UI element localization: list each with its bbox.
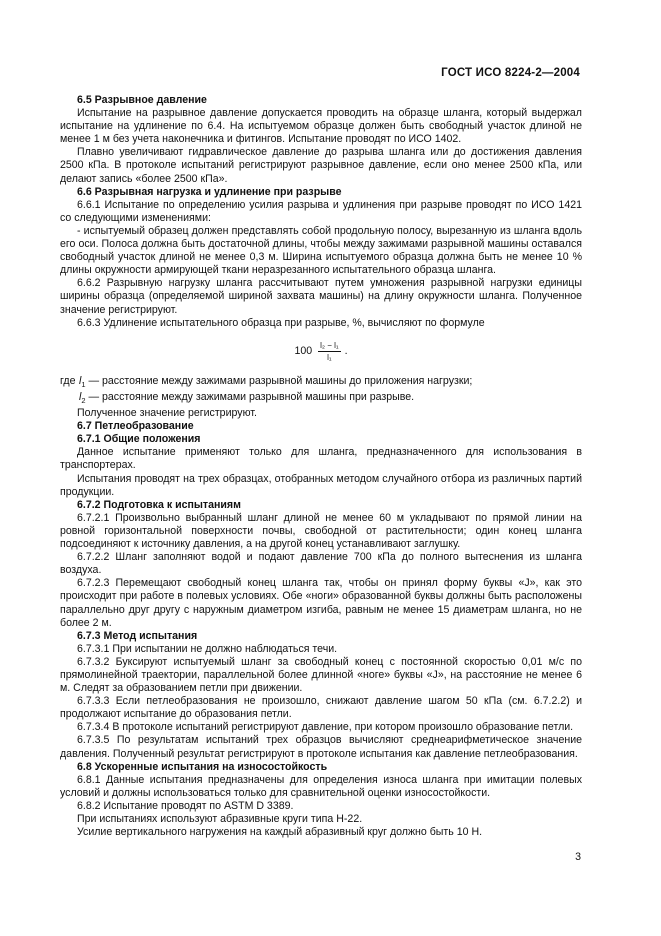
- formula-coefficient: 100: [294, 345, 313, 358]
- formula-fraction: [318, 341, 340, 362]
- paragraph: - испытуемый образец должен представлять собой продольную полосу, вырезанную из шланга вдоль его оси. Полоса должна быть достаточной длины, чтобы между зажимами разрывной машины оставался свободный участок длиной не менее 0,3 м. Ширина испытуемого образца должна быть не менее 10 % длины окружности армирующей ткани неразрезанного испытательного образца шланга.: [60, 224, 582, 277]
- paragraph: 6.7.3.3 Если петлеобразования не произошло, снижают давление шагом 50 кПа (см. 6.7.2.2) и продолжают испытание до образования петли.: [60, 695, 582, 721]
- paragraph: Данное испытание применяют только для шланга, предназначенного для использования в транспортерах.: [60, 446, 582, 472]
- where-text: — расстояние между зажимами разрывной машины при разрыве.: [85, 390, 415, 403]
- paragraph: 6.8.1 Данные испытания предназначены для определения износа шланга при имитации полевых условий и должны использоваться только для сравнительной оценки износостойкости.: [60, 773, 582, 799]
- where-symbol: l: [79, 390, 82, 403]
- paragraph: Плавно увеличивают гидравлическое давление до разрыва шланга или до достижения давления 2500 кПа. В протоколе испытаний регистрируют разрывное давление, если оно менее 2500 кПа, или делают запись «более 2500 кПа».: [60, 146, 582, 185]
- paragraph: При испытаниях используют абразивные круги типа Н-22.: [77, 813, 363, 825]
- document-body: [60, 94, 582, 839]
- section-6-6-heading: 6.6 Разрывная нагрузка и удлинение при разрыве: [77, 185, 342, 198]
- paragraph: 6.7.3.5 По результатам испытаний трех образцов вычисляют среднеарифметическое значение давления. Полученный результат регистрируют в протоколе испытания как давление петлеобразования.: [60, 734, 582, 760]
- where-lead: где: [60, 374, 76, 387]
- paragraph: 6.7.3.4 В протоколе испытаний регистрируют давление, при котором произошло образование петли.: [77, 721, 574, 734]
- section-6-7-2-heading: 6.7.2 Подготовка к испытаниям: [77, 498, 241, 511]
- paragraph: 6.6.1 Испытание по определению усилия разрыва и удлинения при разрыве проводят по ИСО 1421 со следующими изменениями:: [60, 198, 582, 224]
- paragraph: Испытание на разрывное давление допускается проводить на образце шланга, который выдержал испытание на удлинение по 6.4. На испытуемом образце должен быть свободный участок длиной не менее 1 м без учета наконечника и фитингов. Испытание проводят по ИСО 1402.: [60, 107, 582, 146]
- section-6-7-heading: 6.7 Петлеобразование: [77, 420, 194, 433]
- where-text: — расстояние между зажимами разрывной машины до приложения нагрузки;: [85, 374, 473, 387]
- paragraph: 6.6.3 Удлинение испытательного образца при разрыве, %, вычисляют по формуле: [77, 316, 485, 329]
- formula-denominator: l₁: [327, 353, 332, 363]
- paragraph: 6.7.3.2 Буксируют испытуемый шланг за свободный конец с постоянной скоростью 0,01 м/с по прямолинейной траектории, параллельной более длинной «ноге» буквы «J», на расстояние не менее 6 м. Следят за образованием петли при движении.: [60, 655, 582, 695]
- where-line-1: [60, 375, 582, 391]
- section-6-7-3-heading: 6.7.3 Метод испытания: [77, 629, 198, 642]
- paragraph: 6.7.2.3 Перемещают свободный конец шланга так, чтобы он принял форму буквы «J», как это происходит при работе в полевых условиях. Обе «ноги» образованной буквы должны быть расположены параллельно друг другу с наружным диаметром изгиба, равным не менее 15 диаметрам шланга, но не более 2 м.: [60, 577, 582, 629]
- document-header: ГОСТ ИСО 8224-2—2004: [441, 67, 580, 79]
- paragraph: 6.7.3.1 При испытании не должно наблюдаться течи.: [77, 642, 338, 655]
- formula-end: .: [344, 345, 348, 358]
- formula-numerator: l₂ − l₁: [320, 341, 339, 351]
- paragraph: 6.7.2.1 Произвольно выбранный шланг длиной не менее 60 м укладывают по прямой линии на ровной горизонтальной поверхности почвы, свободной от растительности; один конец шланга подсоединяют к источнику давления, а на другой конец устанавливают заглушку.: [60, 511, 582, 551]
- where-symbol: l: [79, 374, 82, 387]
- paragraph: 6.8.2 Испытание проводят по ASTM D 3389.: [77, 799, 294, 812]
- page-number: 3: [575, 851, 581, 863]
- paragraph: Испытания проводят на трех образцах, отобранных методом случайного отбора из различных партий продукции.: [60, 472, 582, 498]
- section-6-7-1-heading: 6.7.1 Общие положения: [77, 433, 201, 446]
- section-6-8-heading: 6.8 Ускоренные испытания на износостойкость: [77, 760, 328, 773]
- paragraph: 6.7.2.2 Шланг заполняют водой и подают давление 700 кПа до полного вытеснения из шланга воздуха.: [60, 551, 582, 577]
- where-line-2: [60, 391, 582, 407]
- where-subscript: 1: [81, 379, 86, 389]
- where-subscript: 2: [81, 396, 86, 405]
- section-6-5-heading: 6.5 Разрывное давление: [77, 94, 207, 106]
- elongation-formula: [60, 334, 582, 370]
- paragraph: 6.6.2 Разрывную нагрузку шланга рассчитывают путем умножения разрывной нагрузки единицы ширины образца (определяемой шириной захвата машины) на длину окружности шланга. Полученное значение регистрируют.: [60, 277, 582, 316]
- paragraph: Усилие вертикального нагружения на каждый абразивный круг должно быть 10 Н.: [77, 826, 483, 839]
- paragraph: Полученное значение регистрируют.: [77, 407, 257, 420]
